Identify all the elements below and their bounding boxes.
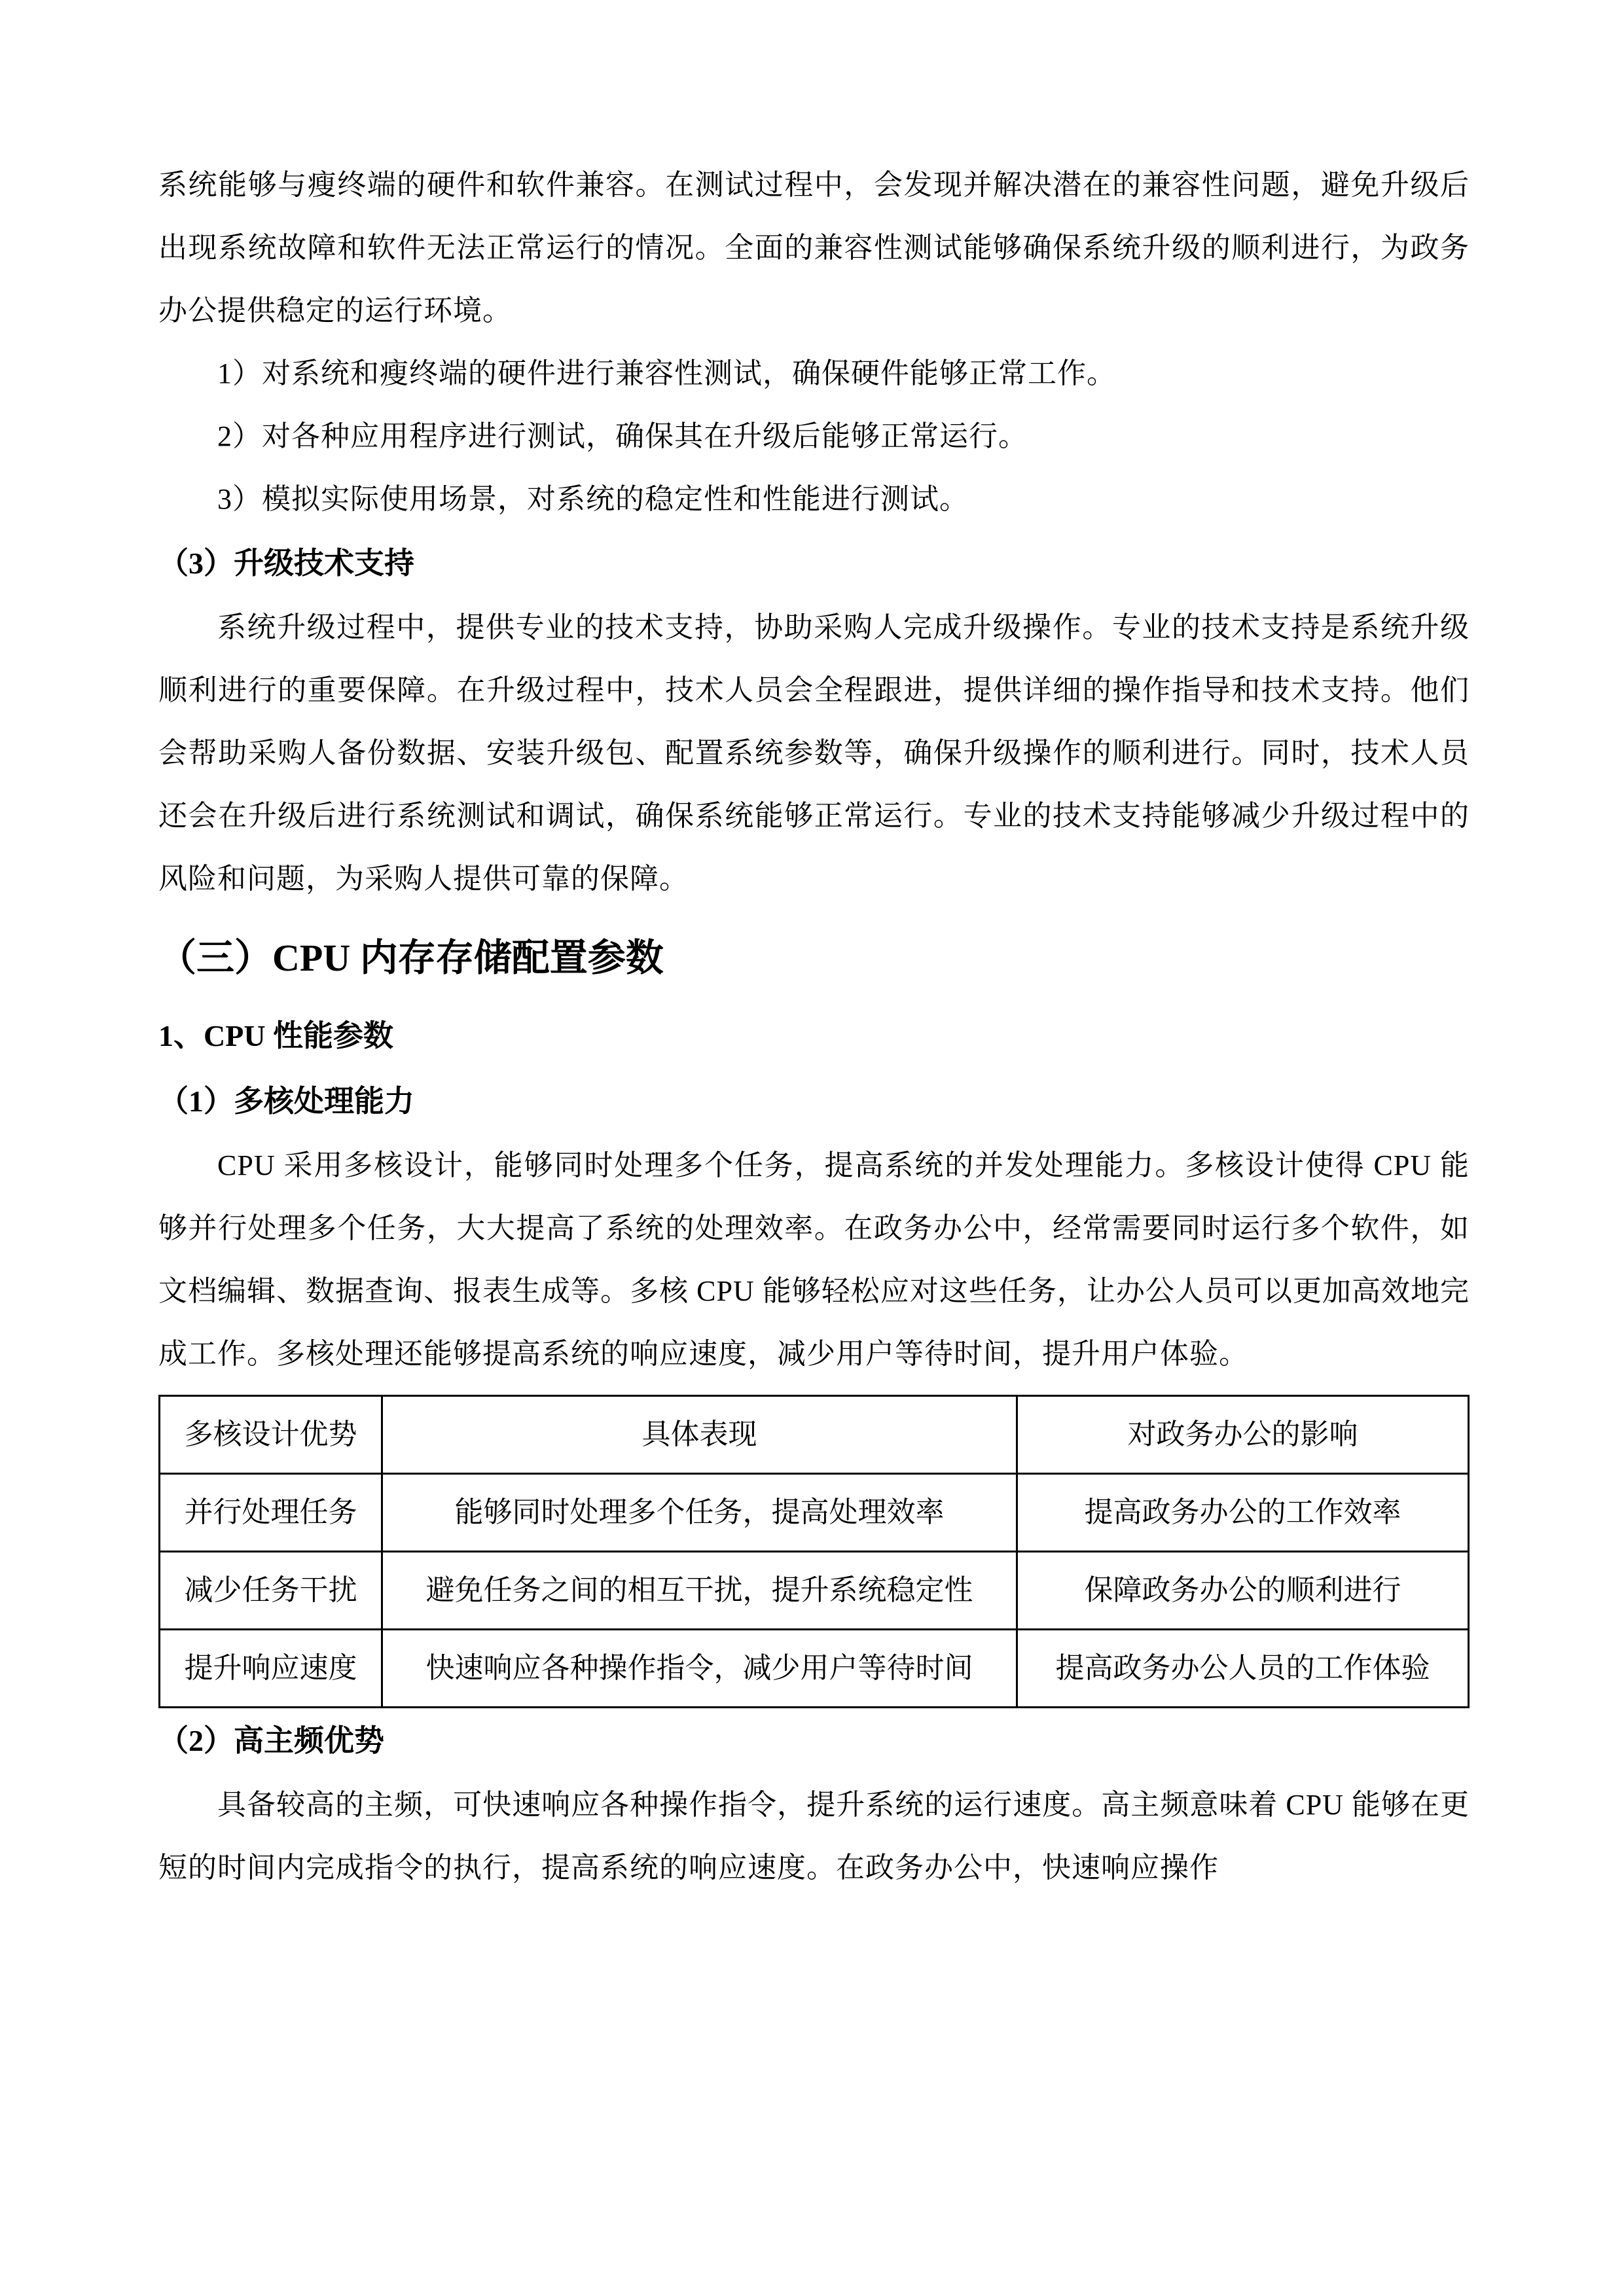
list-item-2: 2）对各种应用程序进行测试，确保其在升级后能够正常运行。 (217, 420, 1028, 452)
table-row (160, 1474, 1469, 1552)
table-header-advantage: 多核设计优势 (160, 1396, 382, 1474)
table-cell: 快速响应各种操作指令，减少用户等待时间 (382, 1630, 1017, 1708)
table-cell: 避免任务之间的相互干扰，提升系统稳定性 (382, 1552, 1017, 1630)
list-item-3: 3）模拟实际使用场景，对系统的稳定性和性能进行测试。 (217, 483, 969, 515)
table-row (160, 1630, 1469, 1708)
paragraph-compatibility: 系统能够与瘦终端的硬件和软件兼容。在测试过程中，会发现并解决潜在的兼容性问题，避免升级后出现系统故障和软件无法正常运行的情况。全面的兼容性测试能够确保系统升级的顺利进行，为政务办公提供稳定的运行环境。 (158, 169, 1470, 327)
table-cell: 提升响应速度 (160, 1630, 382, 1708)
list-item-1: 1）对系统和瘦终端的硬件进行兼容性测试，确保硬件能够正常工作。 (217, 357, 1116, 389)
table-cell: 提高政务办公的工作效率 (1017, 1474, 1469, 1552)
table-header-performance: 具体表现 (382, 1396, 1017, 1474)
multicore-advantages-table (158, 1395, 1470, 1708)
paragraph-multicore: CPU 采用多核设计，能够同时处理多个任务，提高系统的并发处理能力。多核设计使得 CPU 能够并行处理多个任务，大大提高了系统的处理效率。在政务办公中，经常需要同时运行多个软件，如文档编辑、数据查询、报表生成等。多核 CPU 能够轻松应对这些任务，让办公人员可以更加高效地完成工作。多核处理还能够提高系统的响应速度，减少用户等待时间，提升用户体验。 (158, 1149, 1470, 1370)
table-cell: 能够同时处理多个任务，提高处理效率 (382, 1474, 1017, 1552)
table-cell: 保障政务办公的顺利进行 (1017, 1552, 1469, 1630)
paragraph-tech-support: 系统升级过程中，提供专业的技术支持，协助采购人完成升级操作。专业的技术支持是系统升级顺利进行的重要保障。在升级过程中，技术人员会全程跟进，提供详细的操作指导和技术支持。他们会帮助采购人备份数据、安装升级包、配置系统参数等，确保升级操作的顺利进行。同时，技术人员还会在升级后进行系统测试和调试，确保系统能够正常运行。专业的技术支持能够减少升级过程中的风险和问题，为采购人提供可靠的保障。 (158, 611, 1470, 895)
table-header-impact: 对政务办公的影响 (1017, 1396, 1469, 1474)
paragraph-high-frequency: 具备较高的主频，可快速响应各种操作指令，提升系统的运行速度。高主频意味着 CPU 能够在更短的时间内完成指令的执行，提高系统的响应速度。在政务办公中，快速响应操作 (158, 1789, 1470, 1884)
table-header-row (160, 1396, 1469, 1474)
heading-cpu-performance-params: 1、CPU 性能参数 (158, 1019, 394, 1052)
heading-multicore-capability: （1）多核处理能力 (158, 1085, 414, 1118)
heading-section-cpu-memory-storage: （三）CPU 内存存储配置参数 (158, 937, 664, 979)
table-row (160, 1552, 1469, 1630)
heading-upgrade-tech-support: （3）升级技术支持 (158, 547, 414, 580)
table-cell: 并行处理任务 (160, 1474, 382, 1552)
table-cell: 提高政务办公人员的工作体验 (1017, 1630, 1469, 1708)
heading-high-frequency-advantage: （2）高主频优势 (158, 1724, 384, 1757)
table-cell: 减少任务干扰 (160, 1552, 382, 1630)
